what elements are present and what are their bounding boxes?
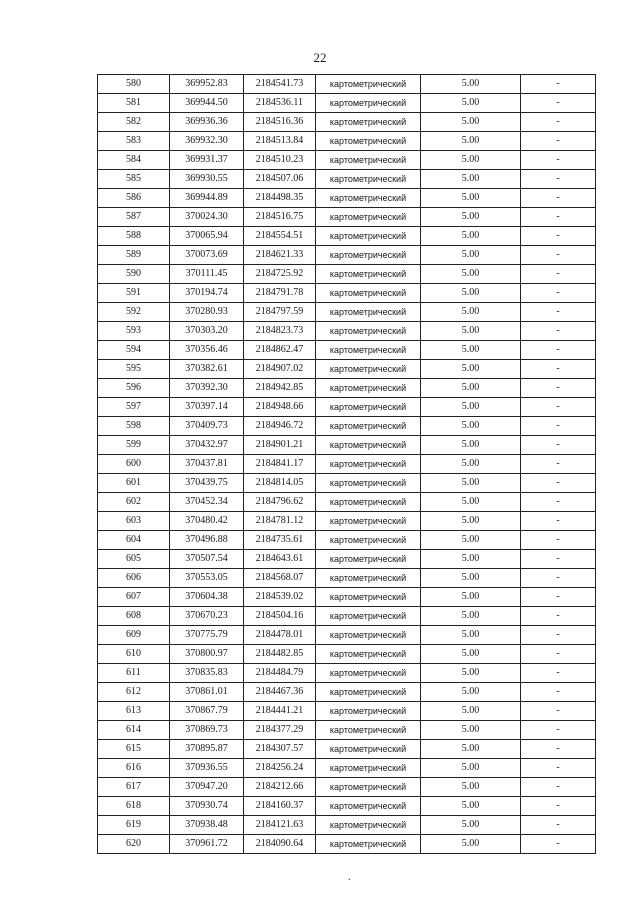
point-number-cell: 612: [98, 683, 170, 702]
point-number-cell: 593: [98, 322, 170, 341]
accuracy-cell: 5.00: [421, 379, 521, 398]
method-cell: картометрический: [316, 778, 421, 797]
x-coordinate-cell: 369932.30: [170, 132, 244, 151]
x-coordinate-cell: 370869.73: [170, 721, 244, 740]
page-number: 22: [313, 50, 327, 65]
table-row: [98, 512, 596, 531]
method-cell: картометрический: [316, 797, 421, 816]
accuracy-cell: 5.00: [421, 493, 521, 512]
accuracy-cell: 5.00: [421, 816, 521, 835]
y-coordinate-cell: 2184862.47: [244, 341, 316, 360]
note-cell: -: [521, 683, 596, 702]
x-coordinate-cell: 370930.74: [170, 797, 244, 816]
accuracy-cell: 5.00: [421, 588, 521, 607]
x-coordinate-cell: 370507.54: [170, 550, 244, 569]
method-cell: картометрический: [316, 455, 421, 474]
table-row: [98, 550, 596, 569]
x-coordinate-cell: 370775.79: [170, 626, 244, 645]
accuracy-cell: 5.00: [421, 132, 521, 151]
y-coordinate-cell: 2184507.06: [244, 170, 316, 189]
method-cell: картометрический: [316, 284, 421, 303]
accuracy-cell: 5.00: [421, 474, 521, 493]
table-row: [98, 151, 596, 170]
y-coordinate-cell: 2184791.78: [244, 284, 316, 303]
y-coordinate-cell: 2184467.36: [244, 683, 316, 702]
x-coordinate-cell: 370392.30: [170, 379, 244, 398]
point-number-cell: 583: [98, 132, 170, 151]
y-coordinate-cell: 2184504.16: [244, 607, 316, 626]
y-coordinate-cell: 2184823.73: [244, 322, 316, 341]
method-cell: картометрический: [316, 436, 421, 455]
note-cell: -: [521, 189, 596, 208]
note-cell: -: [521, 208, 596, 227]
y-coordinate-cell: 2184946.72: [244, 417, 316, 436]
accuracy-cell: 5.00: [421, 94, 521, 113]
method-cell: картометрический: [316, 208, 421, 227]
point-number-cell: 597: [98, 398, 170, 417]
y-coordinate-cell: 2184090.64: [244, 835, 316, 854]
table-row: [98, 265, 596, 284]
x-coordinate-cell: 370604.38: [170, 588, 244, 607]
method-cell: картометрический: [316, 113, 421, 132]
y-coordinate-cell: 2184484.79: [244, 664, 316, 683]
x-coordinate-cell: 369944.89: [170, 189, 244, 208]
table-row: [98, 417, 596, 436]
x-coordinate-cell: 370280.93: [170, 303, 244, 322]
method-cell: картометрический: [316, 835, 421, 854]
method-cell: картометрический: [316, 189, 421, 208]
x-coordinate-cell: 369931.37: [170, 151, 244, 170]
y-coordinate-cell: 2184814.05: [244, 474, 316, 493]
table-row: [98, 303, 596, 322]
accuracy-cell: 5.00: [421, 113, 521, 132]
accuracy-cell: 5.00: [421, 170, 521, 189]
method-cell: картометрический: [316, 227, 421, 246]
accuracy-cell: 5.00: [421, 227, 521, 246]
accuracy-cell: 5.00: [421, 151, 521, 170]
x-coordinate-cell: 370432.97: [170, 436, 244, 455]
accuracy-cell: 5.00: [421, 398, 521, 417]
x-coordinate-cell: 370382.61: [170, 360, 244, 379]
table-row: [98, 94, 596, 113]
method-cell: картометрический: [316, 474, 421, 493]
accuracy-cell: 5.00: [421, 303, 521, 322]
x-coordinate-cell: 370670.23: [170, 607, 244, 626]
method-cell: картометрический: [316, 588, 421, 607]
coordinates-table: [97, 74, 596, 854]
accuracy-cell: 5.00: [421, 341, 521, 360]
method-cell: картометрический: [316, 246, 421, 265]
y-coordinate-cell: 2184510.23: [244, 151, 316, 170]
accuracy-cell: 5.00: [421, 797, 521, 816]
y-coordinate-cell: 2184781.12: [244, 512, 316, 531]
table-row: [98, 360, 596, 379]
point-number-cell: 602: [98, 493, 170, 512]
y-coordinate-cell: 2184643.61: [244, 550, 316, 569]
y-coordinate-cell: 2184121.63: [244, 816, 316, 835]
x-coordinate-cell: 370800.97: [170, 645, 244, 664]
note-cell: -: [521, 835, 596, 854]
accuracy-cell: 5.00: [421, 360, 521, 379]
table-row: [98, 531, 596, 550]
note-cell: -: [521, 626, 596, 645]
y-coordinate-cell: 2184841.17: [244, 455, 316, 474]
method-cell: картометрический: [316, 550, 421, 569]
point-number-cell: 611: [98, 664, 170, 683]
table-row: [98, 284, 596, 303]
point-number-cell: 599: [98, 436, 170, 455]
point-number-cell: 618: [98, 797, 170, 816]
table-row: [98, 189, 596, 208]
accuracy-cell: 5.00: [421, 702, 521, 721]
point-number-cell: 585: [98, 170, 170, 189]
method-cell: картометрический: [316, 303, 421, 322]
y-coordinate-cell: 2184539.02: [244, 588, 316, 607]
method-cell: картометрический: [316, 683, 421, 702]
point-number-cell: 596: [98, 379, 170, 398]
point-number-cell: 589: [98, 246, 170, 265]
point-number-cell: 581: [98, 94, 170, 113]
note-cell: -: [521, 588, 596, 607]
method-cell: картометрический: [316, 645, 421, 664]
y-coordinate-cell: 2184568.07: [244, 569, 316, 588]
table-row: [98, 607, 596, 626]
point-number-cell: 595: [98, 360, 170, 379]
accuracy-cell: 5.00: [421, 778, 521, 797]
accuracy-cell: 5.00: [421, 664, 521, 683]
table-row: [98, 455, 596, 474]
y-coordinate-cell: 2184901.21: [244, 436, 316, 455]
accuracy-cell: 5.00: [421, 75, 521, 94]
table-row: [98, 816, 596, 835]
accuracy-cell: 5.00: [421, 683, 521, 702]
method-cell: картометрический: [316, 151, 421, 170]
table-row: [98, 246, 596, 265]
note-cell: -: [521, 170, 596, 189]
accuracy-cell: 5.00: [421, 835, 521, 854]
note-cell: -: [521, 721, 596, 740]
accuracy-cell: 5.00: [421, 189, 521, 208]
method-cell: картометрический: [316, 816, 421, 835]
note-cell: -: [521, 474, 596, 493]
method-cell: картометрический: [316, 512, 421, 531]
x-coordinate-cell: 370867.79: [170, 702, 244, 721]
y-coordinate-cell: 2184516.36: [244, 113, 316, 132]
point-number-cell: 592: [98, 303, 170, 322]
method-cell: картометрический: [316, 531, 421, 550]
note-cell: -: [521, 246, 596, 265]
method-cell: картометрический: [316, 740, 421, 759]
x-coordinate-cell: 370397.14: [170, 398, 244, 417]
method-cell: картометрический: [316, 170, 421, 189]
point-number-cell: 616: [98, 759, 170, 778]
method-cell: картометрический: [316, 493, 421, 512]
method-cell: картометрический: [316, 759, 421, 778]
x-coordinate-cell: 370024.30: [170, 208, 244, 227]
note-cell: -: [521, 816, 596, 835]
point-number-cell: 619: [98, 816, 170, 835]
x-coordinate-cell: 370452.34: [170, 493, 244, 512]
point-number-cell: 609: [98, 626, 170, 645]
table-row: [98, 322, 596, 341]
footer-mark: .: [348, 872, 351, 883]
point-number-cell: 598: [98, 417, 170, 436]
y-coordinate-cell: 2184554.51: [244, 227, 316, 246]
point-number-cell: 594: [98, 341, 170, 360]
accuracy-cell: 5.00: [421, 265, 521, 284]
table-row: [98, 626, 596, 645]
x-coordinate-cell: 370936.55: [170, 759, 244, 778]
table-row: [98, 398, 596, 417]
x-coordinate-cell: 370861.01: [170, 683, 244, 702]
note-cell: -: [521, 379, 596, 398]
point-number-cell: 582: [98, 113, 170, 132]
note-cell: -: [521, 322, 596, 341]
method-cell: картометрический: [316, 75, 421, 94]
x-coordinate-cell: 370480.42: [170, 512, 244, 531]
point-number-cell: 586: [98, 189, 170, 208]
x-coordinate-cell: 370073.69: [170, 246, 244, 265]
note-cell: -: [521, 132, 596, 151]
note-cell: -: [521, 398, 596, 417]
method-cell: картометрический: [316, 360, 421, 379]
x-coordinate-cell: 370961.72: [170, 835, 244, 854]
y-coordinate-cell: 2184621.33: [244, 246, 316, 265]
table-row: [98, 683, 596, 702]
x-coordinate-cell: 370437.81: [170, 455, 244, 474]
y-coordinate-cell: 2184942.85: [244, 379, 316, 398]
x-coordinate-cell: 370356.46: [170, 341, 244, 360]
point-number-cell: 606: [98, 569, 170, 588]
accuracy-cell: 5.00: [421, 246, 521, 265]
method-cell: картометрический: [316, 569, 421, 588]
table-row: [98, 588, 596, 607]
point-number-cell: 605: [98, 550, 170, 569]
point-number-cell: 587: [98, 208, 170, 227]
accuracy-cell: 5.00: [421, 531, 521, 550]
method-cell: картометрический: [316, 379, 421, 398]
table-row: [98, 379, 596, 398]
accuracy-cell: 5.00: [421, 740, 521, 759]
point-number-cell: 588: [98, 227, 170, 246]
accuracy-cell: 5.00: [421, 626, 521, 645]
x-coordinate-cell: 369930.55: [170, 170, 244, 189]
accuracy-cell: 5.00: [421, 322, 521, 341]
method-cell: картометрический: [316, 702, 421, 721]
y-coordinate-cell: 2184482.85: [244, 645, 316, 664]
note-cell: -: [521, 436, 596, 455]
table-row: [98, 645, 596, 664]
x-coordinate-cell: 370303.20: [170, 322, 244, 341]
point-number-cell: 590: [98, 265, 170, 284]
note-cell: -: [521, 227, 596, 246]
note-cell: -: [521, 94, 596, 113]
y-coordinate-cell: 2184725.92: [244, 265, 316, 284]
x-coordinate-cell: 370111.45: [170, 265, 244, 284]
y-coordinate-cell: 2184513.84: [244, 132, 316, 151]
table-row: [98, 702, 596, 721]
accuracy-cell: 5.00: [421, 512, 521, 531]
x-coordinate-cell: 369944.50: [170, 94, 244, 113]
note-cell: -: [521, 284, 596, 303]
x-coordinate-cell: 370938.48: [170, 816, 244, 835]
note-cell: -: [521, 531, 596, 550]
y-coordinate-cell: 2184796.62: [244, 493, 316, 512]
point-number-cell: 600: [98, 455, 170, 474]
point-number-cell: 601: [98, 474, 170, 493]
table-row: [98, 721, 596, 740]
x-coordinate-cell: 370439.75: [170, 474, 244, 493]
method-cell: картометрический: [316, 341, 421, 360]
point-number-cell: 615: [98, 740, 170, 759]
table-row: [98, 170, 596, 189]
note-cell: -: [521, 113, 596, 132]
accuracy-cell: 5.00: [421, 550, 521, 569]
x-coordinate-cell: 370835.83: [170, 664, 244, 683]
note-cell: -: [521, 569, 596, 588]
table-row: [98, 740, 596, 759]
accuracy-cell: 5.00: [421, 607, 521, 626]
x-coordinate-cell: 370553.05: [170, 569, 244, 588]
x-coordinate-cell: 369952.83: [170, 75, 244, 94]
accuracy-cell: 5.00: [421, 759, 521, 778]
table-row: [98, 132, 596, 151]
x-coordinate-cell: 370895.87: [170, 740, 244, 759]
accuracy-cell: 5.00: [421, 721, 521, 740]
method-cell: картометрический: [316, 94, 421, 113]
y-coordinate-cell: 2184907.02: [244, 360, 316, 379]
table-row: [98, 778, 596, 797]
accuracy-cell: 5.00: [421, 455, 521, 474]
y-coordinate-cell: 2184377.29: [244, 721, 316, 740]
x-coordinate-cell: 370496.88: [170, 531, 244, 550]
table-row: [98, 208, 596, 227]
x-coordinate-cell: 370947.20: [170, 778, 244, 797]
point-number-cell: 584: [98, 151, 170, 170]
note-cell: -: [521, 740, 596, 759]
table-body: [98, 75, 596, 854]
x-coordinate-cell: 370194.74: [170, 284, 244, 303]
note-cell: -: [521, 607, 596, 626]
table-row: [98, 227, 596, 246]
y-coordinate-cell: 2184441.21: [244, 702, 316, 721]
table-row: [98, 797, 596, 816]
note-cell: -: [521, 493, 596, 512]
table-row: [98, 759, 596, 778]
y-coordinate-cell: 2184256.24: [244, 759, 316, 778]
point-number-cell: 610: [98, 645, 170, 664]
table-row: [98, 569, 596, 588]
table-row: [98, 474, 596, 493]
point-number-cell: 591: [98, 284, 170, 303]
note-cell: -: [521, 664, 596, 683]
point-number-cell: 617: [98, 778, 170, 797]
point-number-cell: 607: [98, 588, 170, 607]
method-cell: картометрический: [316, 626, 421, 645]
accuracy-cell: 5.00: [421, 208, 521, 227]
table-row: [98, 493, 596, 512]
note-cell: -: [521, 75, 596, 94]
y-coordinate-cell: 2184948.66: [244, 398, 316, 417]
y-coordinate-cell: 2184498.35: [244, 189, 316, 208]
point-number-cell: 613: [98, 702, 170, 721]
accuracy-cell: 5.00: [421, 417, 521, 436]
y-coordinate-cell: 2184735.61: [244, 531, 316, 550]
point-number-cell: 620: [98, 835, 170, 854]
y-coordinate-cell: 2184160.37: [244, 797, 316, 816]
method-cell: картометрический: [316, 322, 421, 341]
note-cell: -: [521, 512, 596, 531]
note-cell: -: [521, 645, 596, 664]
y-coordinate-cell: 2184541.73: [244, 75, 316, 94]
table-row: [98, 113, 596, 132]
table-row: [98, 75, 596, 94]
method-cell: картометрический: [316, 398, 421, 417]
point-number-cell: 603: [98, 512, 170, 531]
x-coordinate-cell: 370065.94: [170, 227, 244, 246]
method-cell: картометрический: [316, 417, 421, 436]
note-cell: -: [521, 778, 596, 797]
table-row: [98, 341, 596, 360]
accuracy-cell: 5.00: [421, 284, 521, 303]
point-number-cell: 608: [98, 607, 170, 626]
method-cell: картометрический: [316, 664, 421, 683]
table-row: [98, 835, 596, 854]
point-number-cell: 614: [98, 721, 170, 740]
method-cell: картометрический: [316, 721, 421, 740]
y-coordinate-cell: 2184516.75: [244, 208, 316, 227]
note-cell: -: [521, 455, 596, 474]
y-coordinate-cell: 2184307.57: [244, 740, 316, 759]
method-cell: картометрический: [316, 132, 421, 151]
note-cell: -: [521, 303, 596, 322]
table-row: [98, 436, 596, 455]
x-coordinate-cell: 369936.36: [170, 113, 244, 132]
y-coordinate-cell: 2184478.01: [244, 626, 316, 645]
note-cell: -: [521, 550, 596, 569]
accuracy-cell: 5.00: [421, 645, 521, 664]
note-cell: -: [521, 417, 596, 436]
method-cell: картометрический: [316, 265, 421, 284]
method-cell: картометрический: [316, 607, 421, 626]
y-coordinate-cell: 2184797.59: [244, 303, 316, 322]
note-cell: -: [521, 702, 596, 721]
accuracy-cell: 5.00: [421, 436, 521, 455]
table-row: [98, 664, 596, 683]
point-number-cell: 580: [98, 75, 170, 94]
note-cell: -: [521, 759, 596, 778]
note-cell: -: [521, 265, 596, 284]
note-cell: -: [521, 360, 596, 379]
note-cell: -: [521, 151, 596, 170]
y-coordinate-cell: 2184212.66: [244, 778, 316, 797]
note-cell: -: [521, 797, 596, 816]
note-cell: -: [521, 341, 596, 360]
y-coordinate-cell: 2184536.11: [244, 94, 316, 113]
accuracy-cell: 5.00: [421, 569, 521, 588]
x-coordinate-cell: 370409.73: [170, 417, 244, 436]
point-number-cell: 604: [98, 531, 170, 550]
